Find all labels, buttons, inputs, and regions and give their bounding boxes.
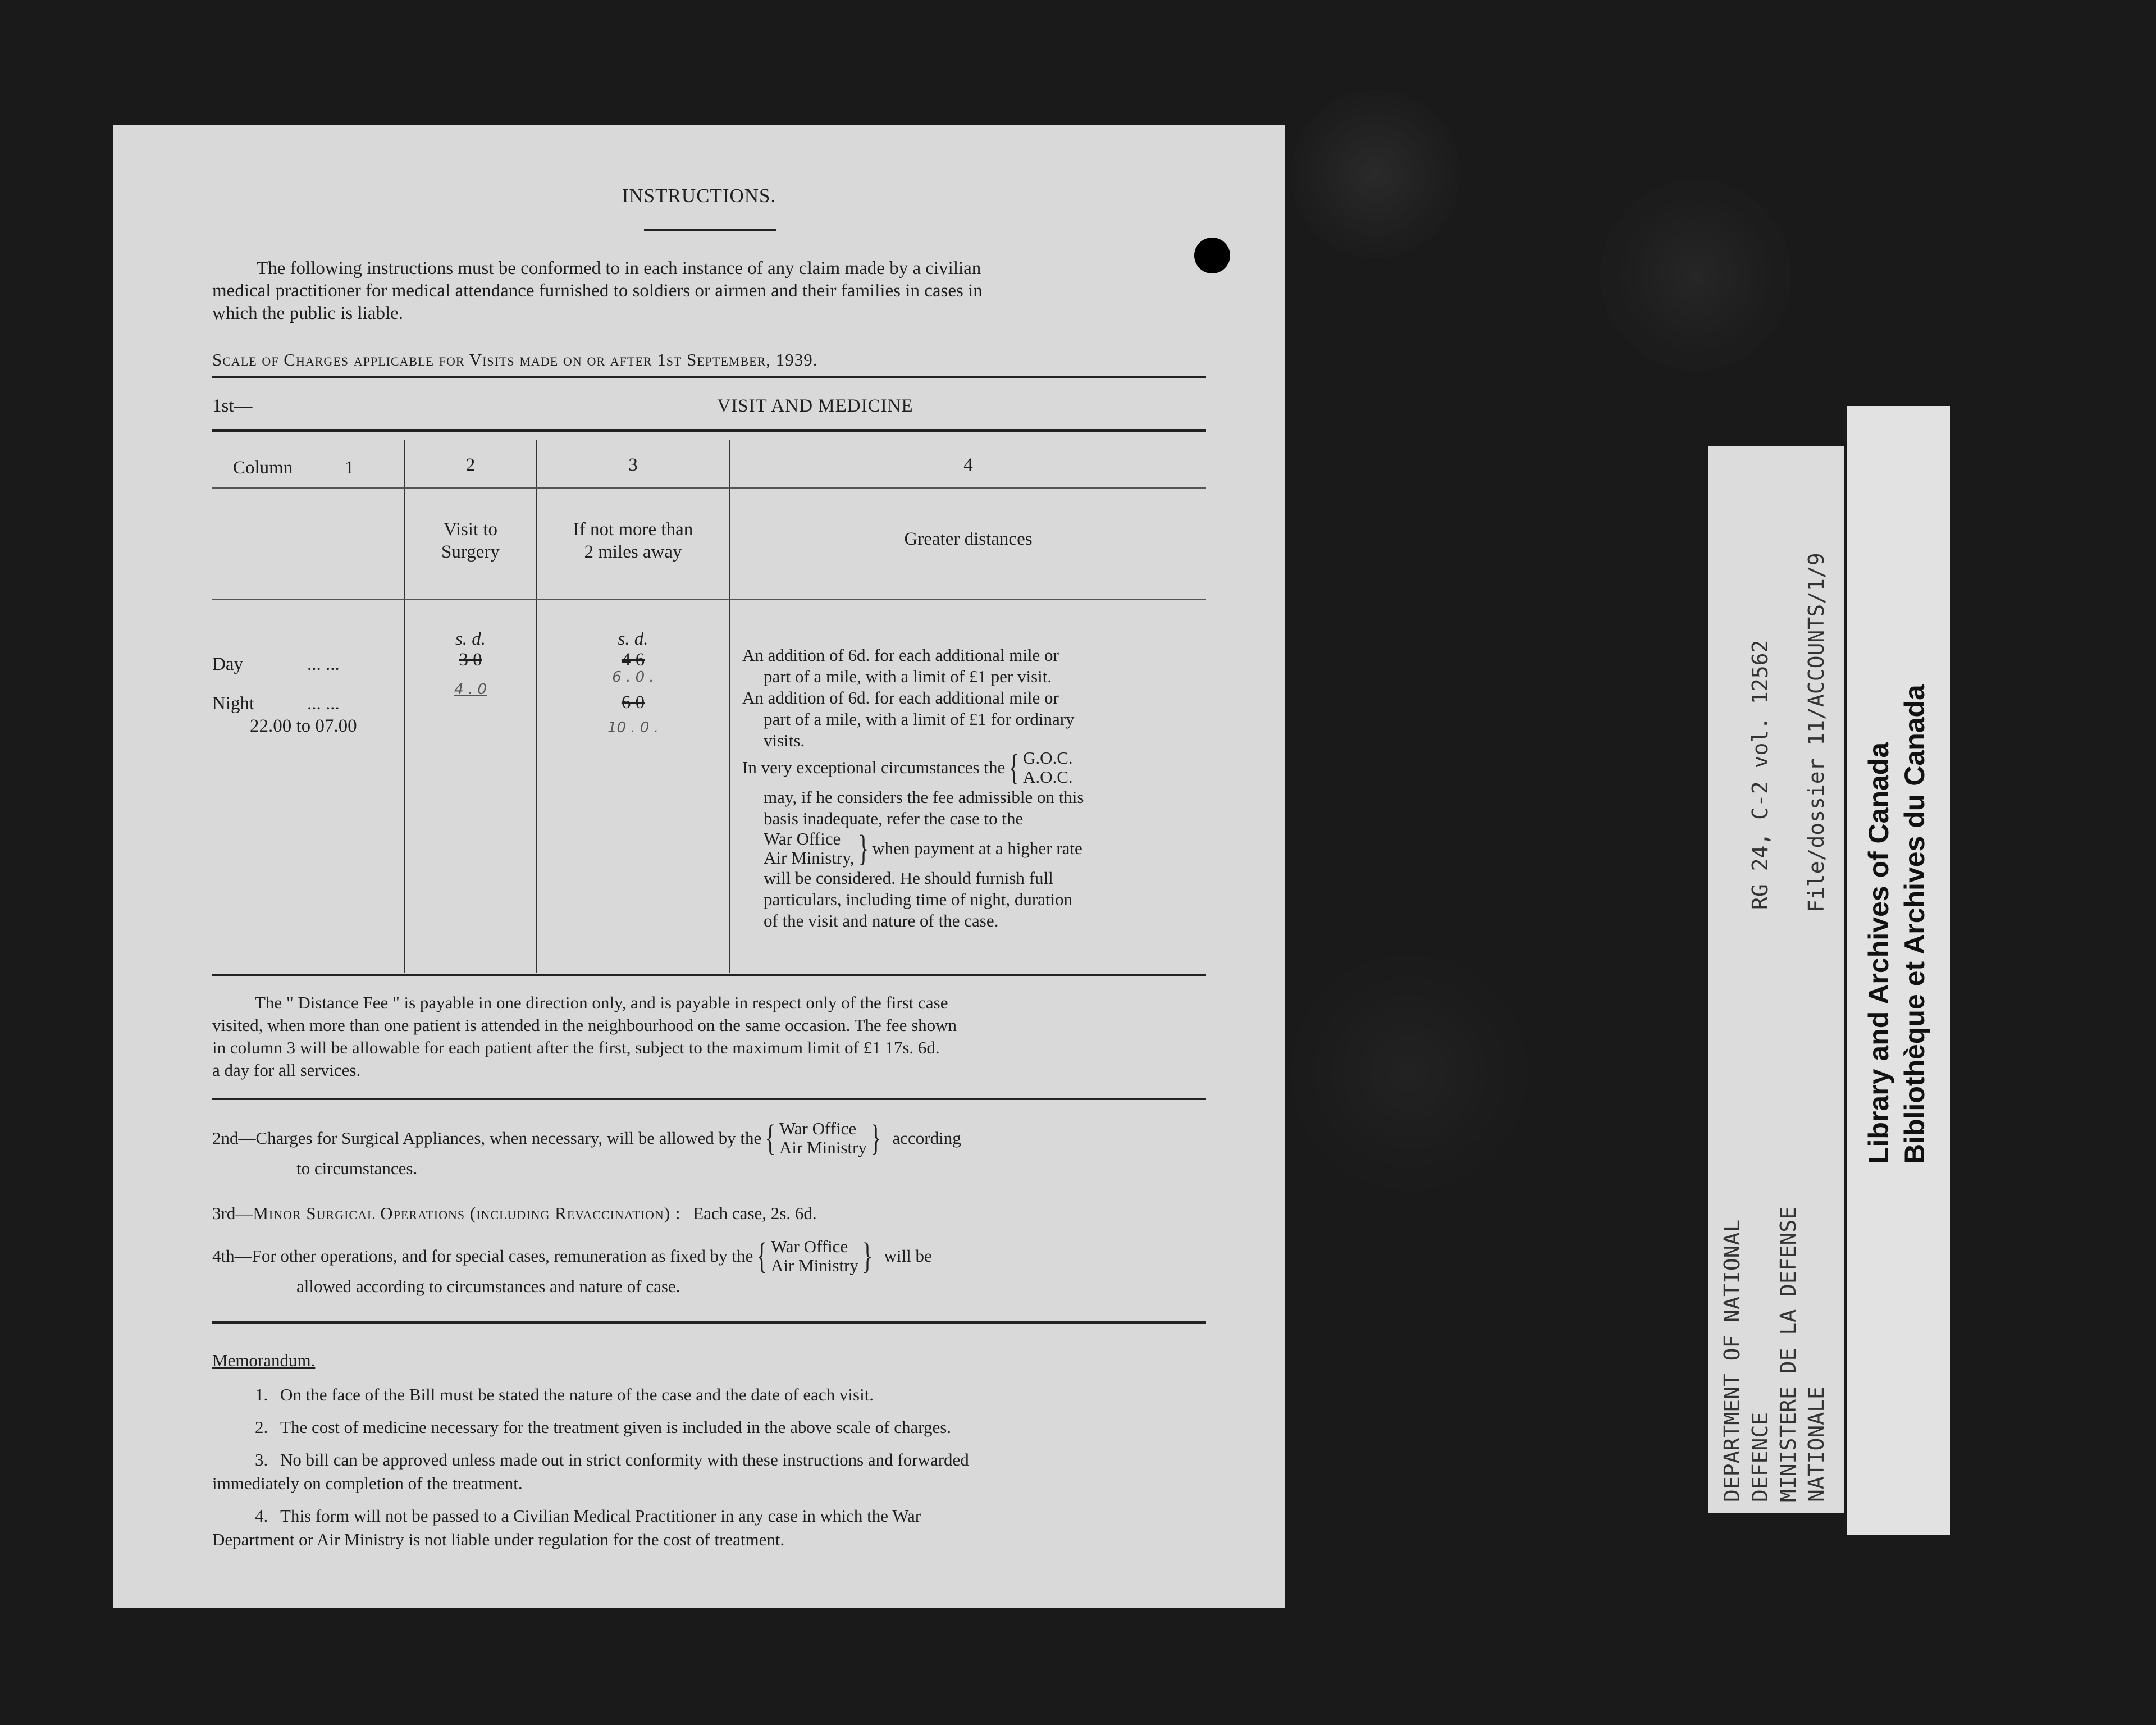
option-war-office: War Office	[764, 829, 841, 848]
unit-col2: s. d.	[455, 629, 486, 649]
option-air-ministry: Air Ministry,	[764, 848, 855, 868]
scale-heading: Scale of Charges applicable for Visits made on or after 1st September, 1939.	[212, 350, 818, 369]
background-mark	[1291, 90, 1460, 258]
second-cont: to circumstances.	[296, 1158, 418, 1178]
fourth-options	[771, 1237, 858, 1275]
header-col3-line1: If not more than	[573, 519, 693, 540]
column-number-1: 1	[345, 458, 354, 478]
lac-french: Bibliothèque et Archives du Canada	[1899, 684, 1930, 1164]
memorandum-title: Memorandum.	[212, 1350, 316, 1370]
memorandum-cont: immediately on completion of the treatment.	[212, 1473, 523, 1493]
distance-fee-line: The " Distance Fee " is payable in one direction only, and is payable in respect only of the first case	[255, 993, 948, 1012]
memorandum-text: No bill can be approved unless made out in strict conformity with these instructions and forwarded	[280, 1450, 969, 1470]
third-text: Minor Surgical Operations (including Revaccination) :	[253, 1203, 681, 1223]
final-line: particulars, including time of night, duration	[764, 889, 1073, 909]
table-bottom-rule	[212, 974, 1206, 976]
memorandum-text: On the face of the Bill must be stated the nature of the case and the date of each visit.	[280, 1385, 874, 1404]
third-line	[212, 1202, 817, 1225]
col4-text	[742, 645, 1197, 751]
brace-icon: }	[870, 1117, 881, 1158]
col4-line: part of a mile, with a limit of £1 for ordinary	[764, 709, 1075, 729]
second-pre: 2nd—Charges for Surgical Appliances, when necessary, will be allowed by the	[212, 1128, 762, 1148]
fourth-block	[212, 1237, 932, 1298]
row-night-hours: 22.00 to 07.00	[250, 716, 357, 736]
exceptional-pre: In very exceptional circumstances the	[742, 757, 1006, 777]
wo-line	[742, 829, 1197, 868]
archive-file-number: File/dossier 11/ACCOUNTS/1/9	[1804, 553, 1829, 912]
second-post: according	[892, 1128, 961, 1148]
rule-table-top	[212, 429, 1206, 432]
column-number-4: 4	[963, 455, 973, 475]
col4-line: visits.	[764, 731, 805, 750]
option-war-office: War Office	[779, 1119, 857, 1138]
col4-line: part of a mile, with a limit of £1 per visit.	[764, 667, 1052, 686]
rule-mid	[212, 1098, 1206, 1100]
final-line: will be considered. He should furnish full	[764, 868, 1053, 888]
option-aoc: A.O.C.	[1022, 767, 1073, 787]
brace-icon: {	[765, 1117, 776, 1158]
col4-line: An addition of 6d. for each additional mile or	[742, 688, 1059, 708]
header-col4: Greater distances	[904, 529, 1033, 549]
table-divider	[729, 440, 730, 973]
memorandum-item	[212, 1383, 1212, 1407]
archive-department-text	[1718, 1207, 1830, 1502]
distance-fee-paragraph	[212, 992, 1206, 1081]
exceptional-options	[1023, 749, 1073, 787]
option-air-ministry: Air Ministry	[779, 1138, 867, 1157]
unit-col3: s. d.	[618, 629, 648, 649]
third-label: 3rd—	[212, 1203, 253, 1223]
lac-label	[1861, 684, 1933, 1164]
option-goc: G.O.C.	[1022, 748, 1073, 768]
option-war-office: War Office	[770, 1236, 848, 1256]
memorandum-num: 3.	[255, 1450, 268, 1470]
col3-handwritten-day: 6 . 0 .	[612, 669, 654, 686]
instructions-sheet	[113, 125, 1285, 1608]
header-col2-line1: Visit to	[443, 519, 498, 540]
col2-day-value: 3 0	[459, 650, 482, 670]
col3-day-value: 4 6	[621, 650, 645, 670]
background-mark	[1600, 180, 1791, 371]
second-block	[212, 1119, 961, 1180]
archive-line: DEPARTMENT OF NATIONAL	[1720, 1219, 1744, 1502]
archive-reference-number: RG 24, C-2 vol. 12562	[1748, 640, 1773, 910]
wo-post: when payment at a higher rate	[872, 838, 1082, 858]
intro-line-2: medical practitioner for medical attendance furnished to soldiers or airmen and their families in cases in	[212, 281, 983, 301]
header-rule	[212, 487, 1206, 489]
memorandum-text: The cost of medicine necessary for the treatment given is included in the above scale of charges.	[280, 1417, 952, 1437]
column-number-2: 2	[465, 455, 476, 475]
row-night-dots: ... ...	[307, 693, 340, 714]
header-col3-line2: 2 miles away	[584, 542, 682, 562]
memorandum-item	[212, 1448, 1212, 1495]
brace-icon: }	[857, 828, 869, 869]
second-options	[779, 1119, 867, 1157]
exceptional-line: may, if he considers the fee admissible on this	[764, 787, 1084, 807]
distance-fee-line: a day for all services.	[212, 1060, 361, 1080]
brace-icon: {	[756, 1235, 768, 1276]
wo-options	[764, 829, 855, 868]
rule-bottom	[212, 1321, 1206, 1324]
memorandum-text: This form will not be passed to a Civilian Medical Practitioner in any case in which the War	[280, 1506, 921, 1526]
title-underline	[644, 229, 776, 231]
fourth-pre: 4th—For other operations, and for special cases, remuneration as fixed by the	[212, 1246, 753, 1266]
third-value: Each case, 2s. 6d.	[693, 1203, 817, 1223]
memorandum-cont: Department or Air Ministry is not liable under regulation for the cost of treatment.	[212, 1530, 785, 1549]
memorandum-num: 2.	[255, 1417, 268, 1437]
intro-line-1: The following instructions must be conformed to in each instance of any claim made by a civilian	[257, 258, 981, 279]
fourth-line	[212, 1237, 932, 1275]
row-day-label: Day	[212, 654, 243, 674]
memorandum-item	[212, 1416, 1212, 1439]
archive-reference-tag	[1708, 446, 1844, 1513]
memorandum-item	[212, 1504, 1212, 1551]
fourth-cont: allowed according to circumstances and nature of case.	[296, 1276, 680, 1296]
exceptional-line: basis inadequate, refer the case to the	[764, 809, 1024, 828]
row-day-dots: ... ...	[307, 654, 340, 674]
column-label: Column	[233, 458, 293, 478]
background-mark	[1291, 955, 1527, 1190]
brace-icon: {	[1008, 747, 1020, 788]
exceptional-block	[742, 749, 1197, 932]
col3-night-value: 6 0	[621, 692, 645, 713]
rule-top	[212, 376, 1206, 378]
memorandum-list	[212, 1383, 1212, 1551]
lac-tag	[1847, 406, 1950, 1535]
header-col2-line2: Surgery	[441, 542, 500, 562]
final-line: of the visit and nature of the case.	[764, 911, 999, 930]
col2-handwritten: 4 . 0	[454, 681, 487, 698]
lac-english: Library and Archives of Canada	[1863, 742, 1894, 1164]
distance-fee-line: in column 3 will be allowable for each patient after the first, subject to the maximum limit of £1 17s. 6d.	[212, 1038, 940, 1057]
second-line	[212, 1119, 961, 1157]
page-title: INSTRUCTIONS.	[622, 185, 776, 207]
fourth-post: will be	[884, 1246, 932, 1266]
exceptional-line	[742, 749, 1197, 787]
memorandum-num: 4.	[255, 1506, 268, 1526]
col4-line: An addition of 6d. for each additional mile or	[742, 645, 1059, 665]
section1-label: 1st—	[212, 396, 253, 416]
archive-line: MINISTERE DE LA DEFENSE	[1776, 1206, 1801, 1502]
brace-icon: }	[862, 1235, 873, 1276]
section1-title: VISIT AND MEDICINE	[717, 396, 913, 416]
archive-line: NATIONALE	[1804, 1386, 1829, 1502]
header-col3	[537, 518, 729, 563]
column-number-3: 3	[628, 455, 638, 475]
header-col2	[405, 518, 536, 563]
row-night-label: Night	[212, 693, 255, 714]
intro-line-3: which the public is liable.	[212, 303, 404, 323]
memorandum-num: 1.	[255, 1385, 268, 1404]
distance-fee-line: visited, when more than one patient is attended in the neighbourhood on the same occasion. The fee shown	[212, 1015, 957, 1035]
header-rule-2	[212, 599, 1206, 600]
option-air-ministry: Air Ministry	[770, 1256, 858, 1275]
col3-handwritten-night: 10 . 0 .	[607, 719, 659, 736]
archive-line: DEFENCE	[1748, 1412, 1773, 1502]
